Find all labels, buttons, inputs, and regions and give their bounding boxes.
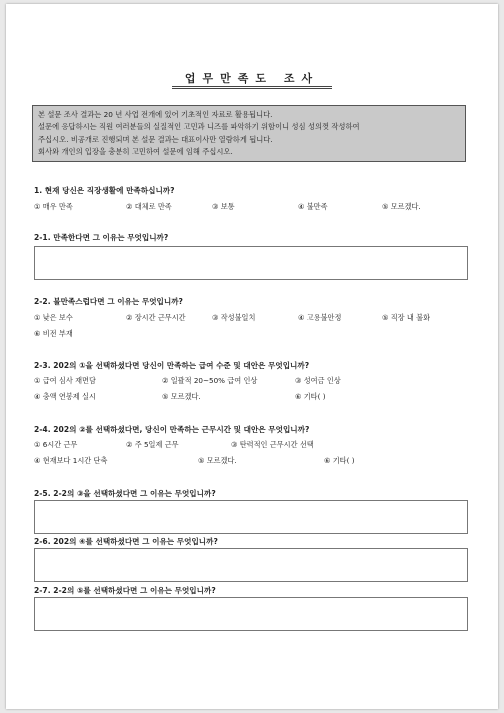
notice-line-3: 주십시오. 비공개로 진행되며 본 설문 결과는 대표이사만 열람하게 됩니다.	[38, 134, 273, 144]
notice-box	[32, 105, 466, 162]
q23-option-5[interactable]: ⑤ 모르겠다.	[162, 392, 201, 401]
q24-option-3[interactable]: ③ 탄력적인 근무시간 선택	[231, 440, 314, 449]
question-2-2: 2-2. 불만족스럽다면 그 이유는 무엇입니까?	[34, 297, 183, 306]
q1-option-3[interactable]: ③ 보통	[212, 202, 235, 211]
q22-option-1[interactable]: ① 낮은 보수	[34, 313, 73, 322]
q24-option-1[interactable]: ① 6시간 근무	[34, 440, 78, 449]
q24-option-6[interactable]: ⑥ 기타( )	[324, 456, 355, 465]
q1-option-5[interactable]: ⑤ 모르겠다.	[382, 202, 421, 211]
q1-option-4[interactable]: ④ 불만족	[298, 202, 328, 211]
answer-box-2-6[interactable]	[34, 548, 468, 582]
page-title: 업무만족도 조사	[184, 72, 320, 85]
q24-option-2[interactable]: ② 주 5일제 근무	[126, 440, 179, 449]
q22-option-6[interactable]: ⑥ 비전 부재	[34, 329, 73, 338]
q24-option-5[interactable]: ⑤ 모르겠다.	[198, 456, 237, 465]
survey-page	[6, 4, 498, 709]
q1-option-2[interactable]: ② 대체로 만족	[126, 202, 172, 211]
answer-box-2-7[interactable]	[34, 597, 468, 631]
q23-option-6[interactable]: ⑥ 기타( )	[295, 392, 326, 401]
answer-box-2-1[interactable]	[34, 246, 468, 280]
notice-line-2: 설문에 응답하시는 직원 여러분들의 실질적인 고민과 니즈를 파악하기 위함이니 성심 성의껏 작성하여	[38, 122, 360, 132]
question-2-4: 2-4. 202의 ②를 선택하셨다면, 당신이 만족하는 근무시간 및 대안은 무엇입니까?	[34, 425, 310, 434]
q24-option-4[interactable]: ④ 현재보다 1시간 단축	[34, 456, 108, 465]
q23-option-4[interactable]: ④ 충액 연봉제 실시	[34, 392, 96, 401]
q22-option-4[interactable]: ④ 고용불안정	[298, 313, 342, 322]
q22-option-3[interactable]: ③ 작성불일치	[212, 313, 256, 322]
question-2-3: 2-3. 202의 ①을 선택하셨다면 당신이 만족하는 급여 수준 및 대안은 무엇입니까?	[34, 361, 310, 370]
question-2-5: 2-5. 2-2의 ③을 선택하셨다면 그 이유는 무엇입니까?	[34, 489, 216, 498]
q22-option-5[interactable]: ⑤ 직장 내 불화	[382, 313, 431, 322]
notice-line-1: 본 설문 조사 결과는 20 년 사업 전개에 있어 기초적인 자료로 활용됩니다.	[38, 110, 273, 119]
q23-option-2[interactable]: ② 일괄적 20~50% 급여 인상	[162, 376, 258, 385]
title-underline-top	[172, 86, 332, 87]
q1-option-1[interactable]: ① 매우 만족	[34, 202, 73, 211]
answer-box-2-5[interactable]	[34, 500, 468, 534]
question-2-1: 2-1. 만족한다면 그 이유는 무엇입니까?	[34, 233, 169, 242]
title-underline-bottom	[172, 88, 332, 89]
question-2-7: 2-7. 2-2의 ⑤를 선택하셨다면 그 이유는 무엇입니까?	[34, 586, 216, 595]
q22-option-2[interactable]: ② 장시간 근무시간	[126, 313, 186, 322]
notice-line-4: 회사와 개인의 입장을 충분히 고민하여 설문에 임해 주십시오.	[38, 146, 233, 156]
question-2-6: 2-6. 202의 ④를 선택하셨다면 그 이유는 무엇입니까?	[34, 537, 218, 546]
q23-option-3[interactable]: ③ 성여금 인상	[295, 376, 341, 385]
q23-option-1[interactable]: ① 급여 심사 재면담	[34, 376, 96, 385]
question-1: 1. 현재 당신은 직장생활에 만족하십니까?	[34, 186, 175, 195]
